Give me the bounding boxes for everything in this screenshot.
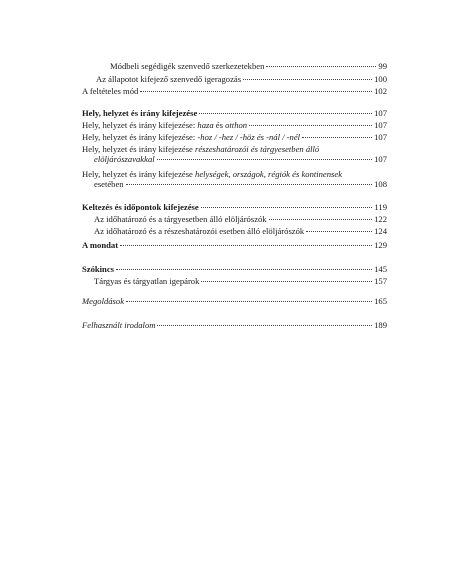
dot-leader (157, 325, 372, 326)
toc-entry-title: Felhasznált irodalom (82, 320, 156, 330)
toc-entry-italic: helységek, országok, régiók és kontinensek (195, 169, 343, 179)
dot-leader (201, 207, 373, 208)
toc-entry-prefix: Hely, helyzet és irány kifejezése (82, 144, 196, 154)
dot-leader (269, 219, 373, 220)
dot-leader (116, 269, 372, 270)
toc-entry-prefix: Hely, helyzet és irány kifejezése: (82, 120, 198, 130)
toc-page-number: 99 (378, 61, 387, 71)
toc-entry-title: Tárgyas és tárgyatlan igepárok (94, 276, 200, 286)
toc-entry-title (82, 132, 300, 142)
toc-entry-title: Az időhatározó és a tárgyesetben álló elöljárószók (94, 214, 267, 224)
toc-entry[interactable] (82, 144, 387, 164)
toc-section-heading[interactable] (82, 202, 387, 212)
toc-page-number: 122 (374, 214, 387, 224)
toc-entry[interactable] (82, 169, 387, 189)
toc-entry[interactable] (82, 226, 387, 236)
toc-page-number: 165 (374, 296, 387, 306)
toc-page-number: 189 (374, 320, 387, 330)
toc-entry-mid: és (213, 120, 226, 130)
toc-entry[interactable] (82, 214, 387, 224)
toc-entry[interactable] (82, 132, 387, 142)
toc-entry-title (82, 169, 387, 179)
dot-leader (126, 301, 372, 302)
toc-page-number: 129 (374, 240, 387, 250)
toc-page-number: 107 (374, 120, 387, 130)
toc-entry-title: Szókincs (82, 264, 114, 274)
toc-entry-prefix: Hely, helyzet és irány kifejezése: (82, 132, 198, 142)
toc-entry-title: Módbeli segédigék szenvedő szerkezetekben (110, 61, 265, 71)
toc-page-number: 107 (374, 132, 387, 142)
toc-entry-title: Az időhatározó és a részeshatározói esetben álló elöljárószók (94, 226, 305, 236)
dot-leader (243, 79, 372, 80)
toc-entry-title: Hely, helyzet és irány kifejezése (82, 108, 198, 118)
toc-entry-title (82, 120, 247, 130)
toc-entry-italic: -hoz / -hez / -höz és -nál / -nél (197, 132, 301, 142)
toc-page-number: 145 (374, 264, 387, 274)
toc-entry-title: Megoldások (82, 296, 125, 306)
toc-page-number: 124 (374, 226, 387, 236)
toc-entry[interactable] (82, 120, 387, 130)
toc-entry-title: A feltételes mód (82, 86, 139, 96)
toc-entry-prefix: Hely, helyzet és irány kifejezése (82, 169, 196, 179)
dot-leader (302, 137, 372, 138)
toc-section-heading[interactable] (82, 264, 387, 274)
toc-entry-title-continued: esetében (94, 179, 124, 189)
toc-page-number: 102 (374, 86, 387, 96)
toc-entry-title: Keltezés és időpontok kifejezése (82, 202, 199, 212)
toc-entry[interactable] (82, 61, 387, 71)
toc-page-number: 157 (374, 276, 387, 286)
toc-page-number: 108 (374, 179, 387, 189)
toc-entry-title: Az állapotot kifejező szenvedő igeragozás (96, 74, 242, 84)
toc-section-heading[interactable] (82, 108, 387, 118)
toc-entry[interactable] (82, 86, 387, 96)
toc-entry-title: A mondat (82, 240, 119, 250)
dot-leader (140, 91, 372, 92)
dot-leader (120, 245, 372, 246)
toc-page-number: 107 (374, 108, 387, 118)
dot-leader (126, 184, 373, 185)
toc-section-heading[interactable] (82, 240, 387, 250)
toc-entry[interactable] (82, 276, 387, 286)
toc-page-number: 119 (374, 202, 387, 212)
dot-leader (306, 231, 372, 232)
toc-entry-italic: haza (197, 120, 214, 130)
toc-entry-title (82, 144, 387, 154)
dot-leader (157, 159, 372, 160)
toc-page-number: 107 (374, 154, 387, 164)
toc-entry-italic: otthon (225, 120, 248, 130)
dot-leader (199, 113, 372, 114)
toc-entry[interactable] (82, 74, 387, 84)
toc-page-number: 100 (374, 74, 387, 84)
toc-entry[interactable] (82, 296, 387, 306)
toc-entry[interactable] (82, 320, 387, 330)
dot-leader (249, 125, 372, 126)
toc-entry-title-continued: elöljárószavakkal (94, 154, 155, 164)
dot-leader (201, 281, 372, 282)
dot-leader (266, 66, 376, 67)
toc-entry-italic: részeshatározói és tárgyesetben álló (195, 144, 320, 154)
